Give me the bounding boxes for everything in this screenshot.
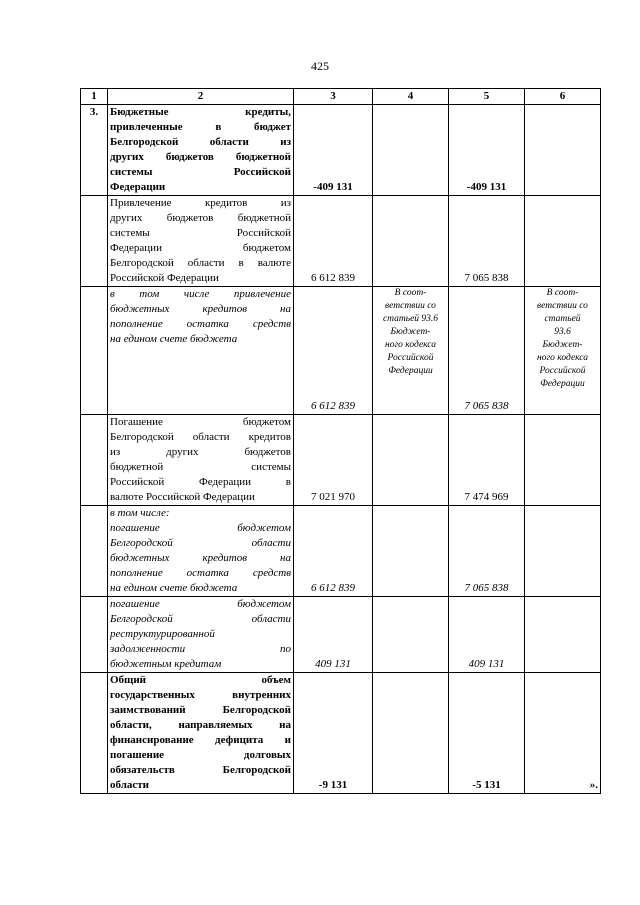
closing-quote-mark: ». <box>525 673 601 794</box>
row-value-col4 <box>373 506 449 597</box>
row-value-col4 <box>373 415 449 506</box>
header-col-4: 4 <box>373 89 449 105</box>
row-number <box>81 597 108 673</box>
row-value-col3: 6 612 839 <box>294 506 373 597</box>
row-value-col3: 6 612 839 <box>294 196 373 287</box>
budget-code-note: В соот- ветствии со статьей 93.6 Бюджет- ного кодекса Российской Федерации <box>373 287 449 415</box>
row-value-col3: 6 612 839 <box>294 287 373 415</box>
row-description: в том числе привлечение бюджетных кредитов на пополнение остатка средств на едином счете бюджета <box>108 287 294 415</box>
row-value-col5: 7 065 838 <box>449 506 525 597</box>
row-number <box>81 673 108 794</box>
row-value-col3: -9 131 <box>294 673 373 794</box>
row-value-col4 <box>373 597 449 673</box>
table-row <box>81 673 601 794</box>
row-value-col3: 7 021 970 <box>294 415 373 506</box>
header-col-6: 6 <box>525 89 601 105</box>
row-value-col5: 7 065 838 <box>449 287 525 415</box>
table-header-row <box>81 89 601 105</box>
row-description: Бюджетные кредиты, привлеченные в бюджет Белгородской области из других бюджетов бюджетной системы Российской Федерации <box>108 105 294 196</box>
table-row <box>81 415 601 506</box>
page-number: 425 <box>311 59 329 73</box>
row-value-col6 <box>525 506 601 597</box>
row-value-col6 <box>525 415 601 506</box>
row-value-col5: 409 131 <box>449 597 525 673</box>
row-value-col4 <box>373 105 449 196</box>
row-value-col6 <box>525 196 601 287</box>
header-col-2: 2 <box>108 89 294 105</box>
row-number <box>81 506 108 597</box>
row-value-col3: 409 131 <box>294 597 373 673</box>
row-value-col5: 7 065 838 <box>449 196 525 287</box>
header-col-5: 5 <box>449 89 525 105</box>
row-description: Погашение бюджетом Белгородской области кредитов из других бюджетов бюджетной системы Российской Федерации в валюте Российской Федерации <box>108 415 294 506</box>
row-value-col6 <box>525 105 601 196</box>
row-number <box>81 415 108 506</box>
table-row <box>81 597 601 673</box>
row-value-col4 <box>373 196 449 287</box>
row-value-col3: -409 131 <box>294 105 373 196</box>
row-description: в том числе: погашение бюджетом Белгородской области бюджетных кредитов на пополнение остатка средств на едином счете бюджета <box>108 506 294 597</box>
row-number <box>81 196 108 287</box>
table-row <box>81 105 601 196</box>
table-row <box>81 287 601 415</box>
row-description: погашение бюджетом Белгородской области реструктурированной задолженности по бюджетным кредитам <box>108 597 294 673</box>
row-number <box>81 287 108 415</box>
header-col-1: 1 <box>81 89 108 105</box>
table-row <box>81 506 601 597</box>
budget-code-note: В соот- ветствии со статьей 93.6 Бюджет- ного кодекса Российской Федерации <box>525 287 601 415</box>
row-value-col5: -5 131 <box>449 673 525 794</box>
row-value-col4 <box>373 673 449 794</box>
row-description: Общий объем государственных внутренних заимствований Белгородской области, направляемых на финансирование дефицита и погашение долговых обязательств Белгородской области <box>108 673 294 794</box>
header-col-3: 3 <box>294 89 373 105</box>
table-row <box>81 196 601 287</box>
borrowing-table <box>80 88 601 794</box>
row-value-col5: 7 474 969 <box>449 415 525 506</box>
row-number: 3. <box>81 105 108 196</box>
row-value-col6 <box>525 597 601 673</box>
row-description: Привлечение кредитов из других бюджетов бюджетной системы Российской Федерации бюджетом Белгородской области в валюте Российской Федерации <box>108 196 294 287</box>
row-value-col5: -409 131 <box>449 105 525 196</box>
